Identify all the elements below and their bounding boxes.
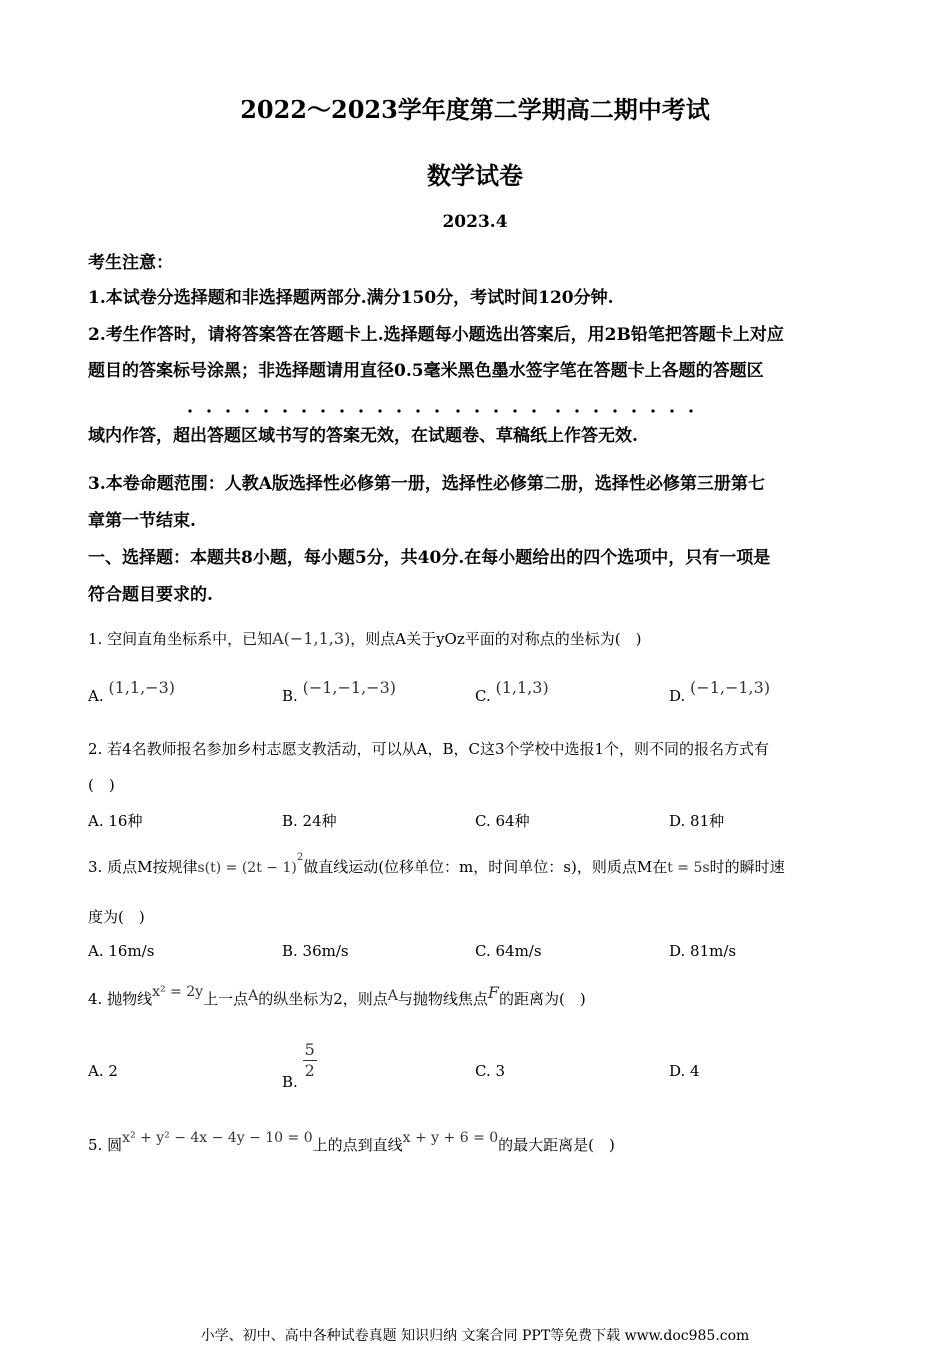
question-3-text-post: 时的瞬时速 [709, 858, 785, 876]
fraction-five-halves [303, 1040, 317, 1081]
option-label: B. [282, 687, 298, 705]
question-4-option-d: D. 4 [669, 1062, 700, 1080]
question-1-text-post: ，则点A关于yOz平面的对称点的坐标为( ) [350, 630, 642, 648]
question-4-point-a-2: A [387, 988, 398, 1004]
notice-item-2-line-3: 域内作答，超出答题区域书写的答案无效，在试题卷、草稿纸上作答无效. [88, 426, 638, 446]
option-math: (−1,−1,3) [690, 678, 771, 697]
section-heading-line-2: 符合题目要求的. [88, 585, 213, 605]
question-5 [88, 1130, 615, 1155]
question-4-text-mid-3: 与抛物线焦点 [397, 990, 488, 1008]
question-1-option-c [475, 678, 549, 705]
option-label: B. [282, 1072, 298, 1091]
question-2-option-c: C. 64种 [475, 812, 530, 830]
option-math: (1,1,−3) [108, 678, 175, 697]
option-label: A. [88, 687, 104, 705]
question-3-line-2: 度为( ) [88, 908, 145, 926]
exam-date: 2023.4 [442, 212, 508, 232]
question-4-option-b [282, 1040, 317, 1091]
question-3-option-c: C. 64m/s [475, 942, 542, 960]
notice-item-3-line-2: 章第一节结束. [88, 511, 196, 531]
question-3-text-mid: 做直线运动(位移单位：m，时间单位：s)，则质点M在 [303, 858, 668, 876]
question-5-math-2: x + y + 6 = 0 [402, 1130, 499, 1146]
option-math: (1,1,3) [495, 678, 549, 697]
fraction-numerator: 5 [304, 1040, 315, 1059]
question-2-line-1: 2. 若4名教师报名参加乡村志愿支教活动，可以从A，B，C这3个学校中选报1个，则不同的报名方式有 [88, 740, 770, 758]
question-2-option-d: D. 81种 [669, 812, 725, 830]
emphasis-dots [186, 406, 706, 416]
question-4-option-c: C. 3 [475, 1062, 506, 1080]
question-4 [88, 983, 586, 1009]
question-5-text-pre: 5. 圆 [88, 1136, 123, 1154]
option-label: D. [669, 687, 686, 705]
question-5-math: x² + y² − 4x − 4y − 10 = 0 [122, 1130, 313, 1146]
question-2-option-a: A. 16种 [88, 812, 143, 830]
question-1-option-a [88, 678, 175, 705]
question-3-option-a: A. 16m/s [88, 942, 155, 960]
option-label: C. [475, 687, 491, 705]
question-3-math: s(t) = (2t − 1) [197, 860, 297, 876]
question-3-text-pre: 3. 质点M按规律 [88, 858, 198, 876]
question-1 [88, 628, 641, 649]
question-3-exponent: 2 [296, 852, 304, 863]
question-1-option-d [669, 678, 771, 705]
notice-item-1: 1.本试卷分选择题和非选择题两部分.满分150分，考试时间120分钟. [88, 288, 614, 308]
question-4-point-f: F [487, 983, 499, 1002]
exam-title: 2022～2023学年度第二学期高二期中考试 [240, 95, 710, 124]
question-4-math: x² = 2y [152, 984, 204, 1000]
question-2-line-2: ( ) [88, 776, 115, 794]
question-2-option-b: B. 24种 [282, 812, 337, 830]
fraction-denominator: 2 [304, 1061, 315, 1080]
question-1-text-pre: 1. 空间直角坐标系中，已知 [88, 630, 273, 648]
question-3-option-d: D. 81m/s [669, 942, 737, 960]
question-1-option-b [282, 678, 396, 705]
question-5-text-mid: 上的点到直线 [312, 1136, 403, 1154]
question-3-option-b: B. 36m/s [282, 942, 349, 960]
question-1-math: A(−1,1,3) [272, 629, 351, 648]
option-math: (−1,−1,−3) [302, 678, 396, 697]
question-4-text-pre: 4. 抛物线 [88, 990, 153, 1008]
question-5-text-post: 的最大距离是( ) [498, 1136, 615, 1154]
question-4-option-a: A. 2 [88, 1062, 118, 1080]
notice-item-3-line-1: 3.本卷命题范围：人教A版选择性必修第一册，选择性必修第二册，选择性必修第三册第七 [88, 474, 765, 494]
notice-item-2-line-2: 题目的答案标号涂黑；非选择题请用直径0.5毫米黑色墨水签字笔在答题卡上各题的答题区 [88, 361, 764, 381]
question-4-point-a: A [248, 988, 259, 1004]
page-footer: 小学、初中、高中各种试卷真题 知识归纳 文案合同 PPT等免费下载 www.doc985.com [200, 1328, 750, 1344]
question-3-math-2: t = 5s [667, 860, 710, 876]
question-3-line-1 [88, 852, 785, 877]
question-4-text-mid-2: 的纵坐标为2，则点 [258, 990, 388, 1008]
section-heading-line-1: 一、选择题：本题共8小题，每小题5分，共40分.在每小题给出的四个选项中，只有一项是 [88, 548, 771, 568]
question-4-text-post: 的距离为( ) [499, 990, 586, 1008]
question-4-text-mid-1: 上一点 [203, 990, 249, 1008]
exam-subtitle: 数学试卷 [427, 161, 523, 190]
notice-heading: 考生注意： [88, 253, 173, 273]
notice-item-2-line-1: 2.考生作答时，请将答案答在答题卡上.选择题每小题选出答案后，用2B铅笔把答题卡上对应 [88, 325, 784, 345]
